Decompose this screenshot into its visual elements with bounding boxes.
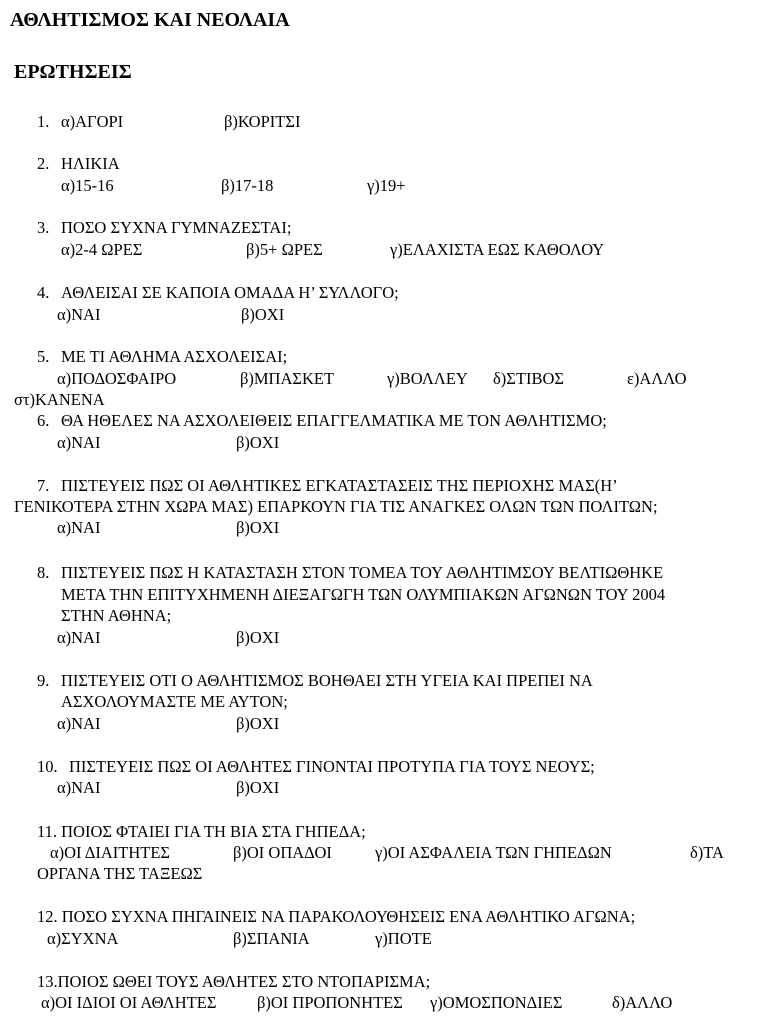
- question-text: ΠΙΣΤΕΥΕΙΣ ΟΤΙ Ο ΑΘΛΗΤΙΣΜΟΣ ΒΟΗΘΑΕΙ ΣΤΗ ΥΓΕΙΑ ΚΑΙ ΠΡΕΠΕΙ ΝΑ: [61, 671, 593, 690]
- answer-option: γ)ΕΛΑΧΙΣΤΑ ΕΩΣ ΚΑΘΟΛΟΥ: [390, 240, 605, 259]
- question-text: ΓΕΝΙΚΟΤΕΡΑ ΣΤΗΝ ΧΩΡΑ ΜΑΣ) ΕΠΑΡΚΟΥΝ ΓΙΑ ΤΙΣ ΑΝΑΓΚΕΣ ΟΛΩΝ ΤΩΝ ΠΟΛΙΤΩΝ;: [14, 497, 658, 516]
- section-heading: ΕΡΩΤΗΣΕΙΣ: [14, 61, 132, 83]
- question-text: ΠΙΣΤΕΥΕΙΣ ΠΩΣ Η ΚΑΤΑΣΤΑΣΗ ΣΤΟΝ ΤΟΜΕΑ ΤΟΥ ΑΘΛΗΤΙΜΣΟΥ ΒΕΛΤΙΩΘΗΚΕ: [61, 563, 664, 582]
- answer-option: στ)ΚΑΝΕΝΑ: [14, 390, 105, 409]
- answer-option: β)ΟΙ ΠΡΟΠΟΝΗΤΕΣ: [257, 993, 403, 1012]
- question-number: 2.: [37, 154, 50, 173]
- question-number: 4.: [37, 283, 50, 302]
- answer-option: δ)ΤΑ: [690, 843, 724, 862]
- question-text: ΠΟΣΟ ΣΥΧΝΑ ΓΥΜΝΑΖΕΣΤΑΙ;: [61, 218, 292, 237]
- answer-option: γ)ΒΟΛΛΕΥ: [387, 369, 468, 388]
- answer-option: β)ΚΟΡΙΤΣΙ: [224, 112, 301, 131]
- answer-option: δ)ΑΛΛΟ: [612, 993, 673, 1012]
- question-text: ΣΤΗΝ ΑΘΗΝΑ;: [61, 606, 172, 625]
- answer-option: γ)ΠΟΤΕ: [375, 929, 432, 948]
- question-text: ΑΣΧΟΛΟΥΜΑΣΤΕ ΜΕ ΑΥΤΟΝ;: [61, 692, 288, 711]
- question-text: ΠΙΣΤΕΥΕΙΣ ΠΩΣ ΟΙ ΑΘΛΗΤΙΚΕΣ ΕΓΚΑΤΑΣΤΑΣΕΙΣ ΤΗΣ ΠΕΡΙΟΧΗΣ ΜΑΣ(Η’: [61, 476, 618, 495]
- answer-option: α)ΝΑΙ: [57, 305, 101, 324]
- document-title: ΑΘΛΗΤΙΣΜΟΣ ΚΑΙ ΝΕΟΛΑΙΑ: [10, 9, 290, 31]
- question-text: ΠΙΣΤΕΥΕΙΣ ΠΩΣ ΟΙ ΑΘΛΗΤΕΣ ΓΙΝΟΝΤΑΙ ΠΡΟΤΥΠΑ ΓΙΑ ΤΟΥΣ ΝΕΟΥΣ;: [69, 757, 595, 776]
- question-text: 12. ΠΟΣΟ ΣΥΧΝΑ ΠΗΓΑΙΝΕΙΣ ΝΑ ΠΑΡΑΚΟΛΟΥΘΗΣΕΙΣ ΕΝΑ ΑΘΛΗΤΙΚΟ ΑΓΩΝΑ;: [37, 907, 636, 926]
- question-number: 5.: [37, 347, 50, 366]
- question-text: ΑΘΛΕΙΣΑΙ ΣΕ ΚΑΠΟΙΑ ΟΜΑΔΑ Η’ ΣΥΛΛΟΓΟ;: [61, 283, 399, 302]
- answer-option: α)ΝΑΙ: [57, 628, 101, 647]
- answer-option: α)ΝΑΙ: [57, 778, 101, 797]
- question-number: 10.: [37, 757, 58, 776]
- answer-option: ΟΡΓΑΝΑ ΤΗΣ ΤΑΞΕΩΣ: [37, 864, 203, 883]
- question-number: 1.: [37, 112, 50, 131]
- answer-option: β)ΟΧΙ: [236, 518, 280, 537]
- answer-option: α)ΣΥΧΝΑ: [47, 929, 119, 948]
- answer-option: α)ΠΟΔΟΣΦΑΙΡΟ: [57, 369, 177, 388]
- answer-option: β)ΟΧΙ: [236, 778, 280, 797]
- answer-option: β)ΜΠΑΣΚΕΤ: [240, 369, 335, 388]
- answer-option: α)ΟΙ ΙΔΙΟΙ ΟΙ ΑΘΛΗΤΕΣ: [41, 993, 217, 1012]
- answer-option: β)ΟΙ ΟΠΑΔΟΙ: [233, 843, 332, 862]
- question-text: ΘΑ ΗΘΕΛΕΣ ΝΑ ΑΣΧΟΛΕΙΘΕΙΣ ΕΠΑΓΓΕΛΜΑΤΙΚΑ ΜΕ ΤΟΝ ΑΘΛΗΤΙΣΜΟ;: [61, 411, 607, 430]
- question-text: 13.ΠΟΙΟΣ ΩΘΕΙ ΤΟΥΣ ΑΘΛΗΤΕΣ ΣΤΟ ΝΤΟΠΑΡΙΣΜΑ;: [37, 972, 431, 991]
- answer-option: γ)ΟΜΟΣΠΟΝΔΙΕΣ: [430, 993, 563, 1012]
- answer-option: γ)ΟΙ ΑΣΦΑΛΕΙΑ ΤΩΝ ΓΗΠΕΔΩΝ: [375, 843, 612, 862]
- answer-option: β)ΟΧΙ: [236, 714, 280, 733]
- answer-option: β)17-18: [221, 176, 274, 195]
- question-text: 11. ΠΟΙΟΣ ΦΤΑΙΕΙ ΓΙΑ ΤΗ ΒΙΑ ΣΤΑ ΓΗΠΕΔΑ;: [37, 822, 366, 841]
- question-text: ΜΕ ΤΙ ΑΘΛΗΜΑ ΑΣΧΟΛΕΙΣΑΙ;: [61, 347, 288, 366]
- answer-option: β)ΟΧΙ: [241, 305, 285, 324]
- answer-option: α)ΝΑΙ: [57, 714, 101, 733]
- answer-option: β)ΟΧΙ: [236, 628, 280, 647]
- answer-option: γ)19+: [367, 176, 406, 195]
- answer-option: ε)ΑΛΛΟ: [627, 369, 687, 388]
- question-number: 7.: [37, 476, 50, 495]
- answer-option: δ)ΣΤΙΒΟΣ: [493, 369, 564, 388]
- answer-option: α)ΟΙ ΔΙΑΙΤΗΤΕΣ: [50, 843, 171, 862]
- question-number: 8.: [37, 563, 50, 582]
- answer-option: α)2-4 ΩΡΕΣ: [61, 240, 143, 259]
- question-number: 6.: [37, 411, 50, 430]
- answer-option: β)ΣΠΑΝΙΑ: [233, 929, 310, 948]
- answer-option: α)ΑΓΟΡΙ: [61, 112, 124, 131]
- question-number: 3.: [37, 218, 50, 237]
- question-text: ΜΕΤΑ ΤΗΝ ΕΠΙΤΥΧΗΜΕΝΗ ΔΙΕΞΑΓΩΓΗ ΤΩΝ ΟΛΥΜΠΙΑΚΩΝ ΑΓΩΝΩΝ ΤΟΥ 2004: [61, 585, 666, 604]
- answer-option: α)ΝΑΙ: [57, 518, 101, 537]
- answer-option: α)15-16: [61, 176, 114, 195]
- answer-option: β)5+ ΩΡΕΣ: [246, 240, 323, 259]
- answer-option: α)ΝΑΙ: [57, 433, 101, 452]
- question-text: ΗΛΙΚΙΑ: [61, 154, 120, 173]
- answer-option: β)ΟΧΙ: [236, 433, 280, 452]
- question-number: 9.: [37, 671, 50, 690]
